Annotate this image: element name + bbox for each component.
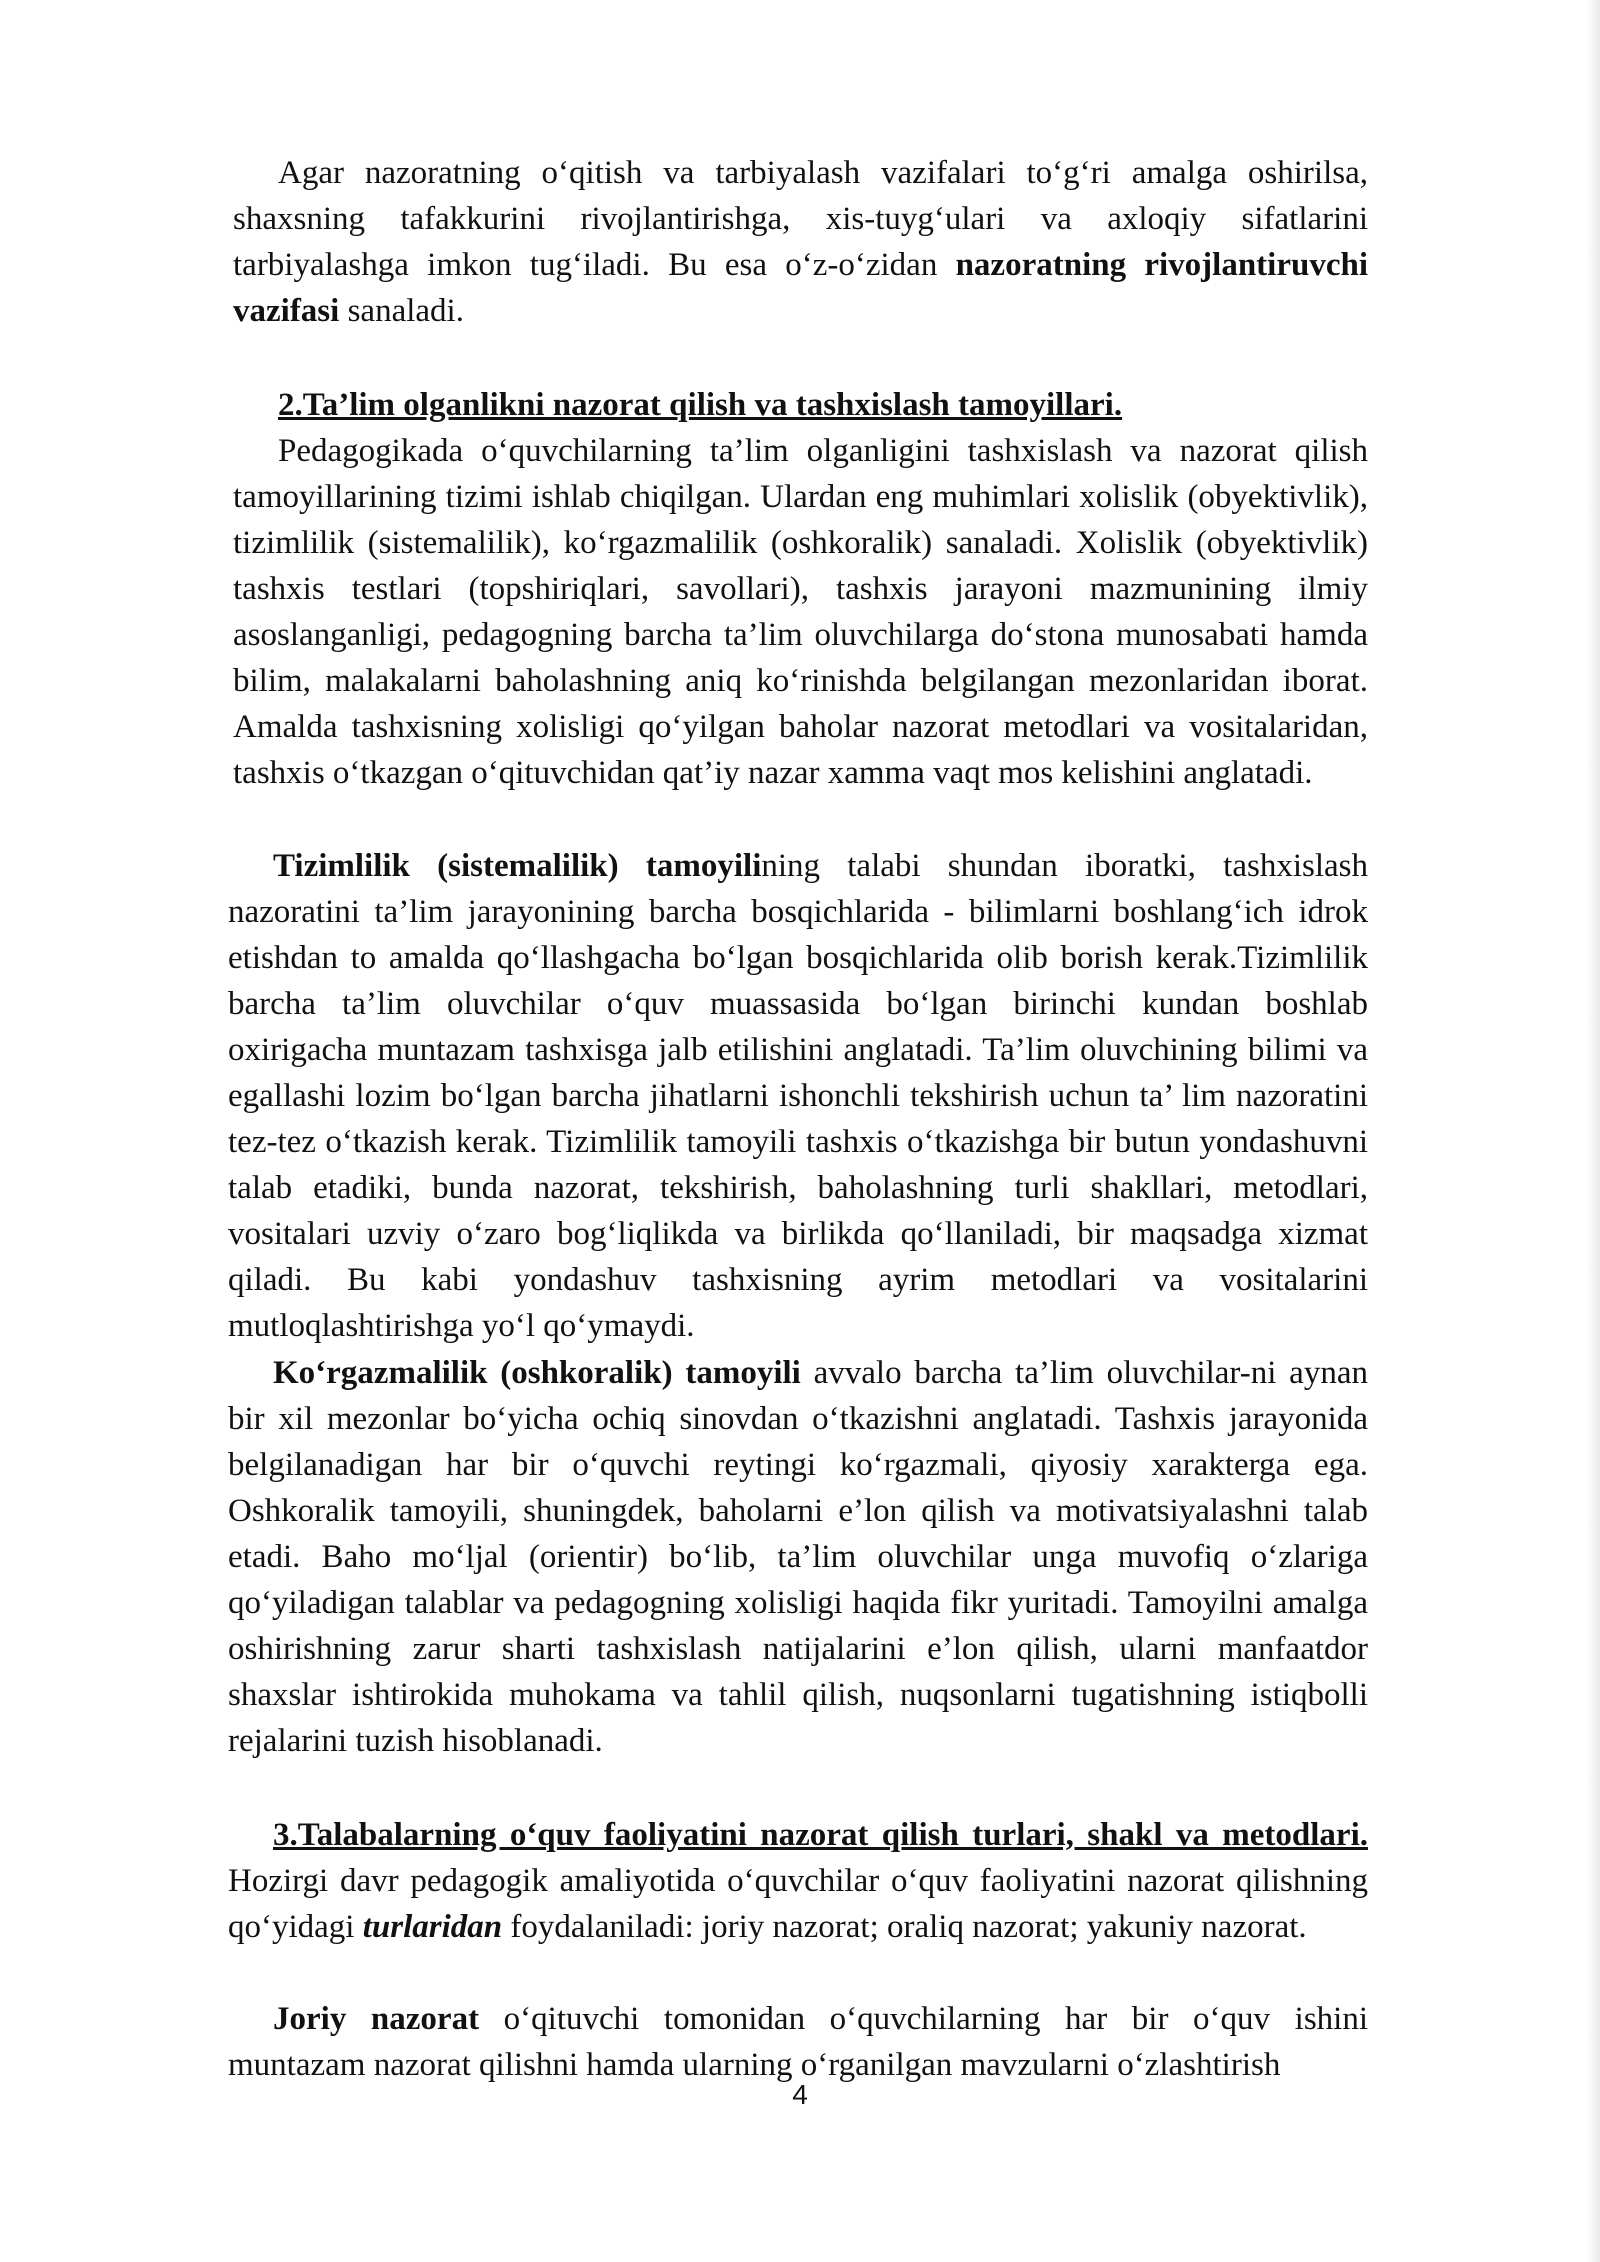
paragraph-text: Hozirgi davr pedagogik amaliyotida o‘quvchilar o‘quv faoliyatini nazorat qilishning qo‘yidagi bbox=[228, 1863, 1368, 1945]
bold-term: Tizimlilik (sistemalilik) tamoyili bbox=[273, 848, 762, 884]
paragraph-text: foydalaniladi: joriy nazorat; oraliq nazorat; yakuniy nazorat. bbox=[502, 1909, 1307, 1945]
page-edge-shadow bbox=[1586, 0, 1600, 2262]
paragraph-control-types bbox=[228, 1812, 1368, 1950]
paragraph-text: ning talabi shundan iboratki, tashxislash nazoratini ta’lim jarayonining barcha bosqichlarida - bilimlarni boshlang‘ich idrok etishdan to amalda qo‘llashgacha bo‘lgan bosqichlarida olib borish kerak.Tizimlilik barcha ta’lim oluvchilar o‘quv muassasida bo‘lgan birinchi kundan boshlab oxirigacha muntazam tashxisga jalb etilishini anglatadi. Ta’lim oluvchining bilimi va egallashi lozim bo‘lgan barcha jihatlarni ishonchli tekshirish uchun ta’ lim nazoratini tez-tez o‘tkazish kerak. Tizimlilik tamoyili tashxis o‘tkazishga bir butun yondashuvni talab etadiki, bunda nazorat, tekshirish, baholashning turli shakllari, metodlari, vositalari uzviy o‘zaro bog‘liqlikda va birlikda qo‘llaniladi, bir maqsadga xizmat qiladi. Bu kabi yondashuv tashxisning ayrim metodlari va vositalarini mutloqlashtirishga yo‘l qo‘ymaydi. bbox=[228, 848, 1368, 1344]
paragraph-visibility-principle bbox=[228, 1350, 1368, 1764]
paragraph-text: avvalo barcha ta’lim oluvchilar-ni aynan bir xil mezonlar bo‘yicha ochiq sinovdan o‘tkazishni anglatadi. Tashxis jarayonida belgilanadigan har bir o‘quvchi reytingi ko‘rgazmali, qiyosiy xarakterga ega. Oshkoralik tamoyili, shuningdek, baholarni e’lon qilish va motivatsiyalashni talab etadi. Baho mo‘ljal (orientir) bo‘lib, ta’lim oluvchilar unga muvofiq o‘zlariga qo‘yiladigan talablar va pedagogning xolisligi haqida fikr yuritadi. Tamoyilni amalga oshirishning zarur sharti tashxislash natijalarini e’lon qilish, ularni manfaatdor shaxslar ishtirokida muhokama va tahlil qilish, nuqsonlarni tugatishning istiqbolli rejalarini tuzish hisoblanadi. bbox=[228, 1355, 1368, 1759]
section-heading-3: 3.Talabalarning o‘quv faoliyatini nazorat qilish turlari, shakl va metodlari. bbox=[273, 1817, 1368, 1853]
paragraph-text: sanaladi. bbox=[339, 293, 464, 329]
paragraph-systematic-principle bbox=[228, 843, 1368, 1349]
paragraph-principles-intro: Pedagogikada o‘quvchilarning ta’lim olganligini tashxislash va nazorat qilish tamoyillarining tizimi ishlab chiqilgan. Ulardan eng muhimlari xolislik (obyektivlik), tizimlilik (sistemalilik), ko‘rgazmalilik (oshkoralik) sanaladi. Xolislik (obyektivlik) tashxis testlari (topshiriqlari, savollari), tashxis jarayoni mazmunining ilmiy asoslanganligi, pedagogning barcha ta’lim oluvchilarga do‘stona munosabati hamda bilim, malakalarni baholashning aniq ko‘rinishda belgilangan mezonlaridan iborat. Amalda tashxisning xolisligi qo‘yilgan baholar nazorat metodlari va vositalaridan, tashxis o‘tkazgan o‘qituvchidan qat’iy nazar xamma vaqt mos kelishini anglatadi. bbox=[233, 433, 1368, 791]
paragraph-text: o‘qituvchi tomonidan o‘quvchilarning har bir o‘quv ishini muntazam nazorat qilishni hamda ularning o‘rganilgan mavzularni o‘zlashtirish bbox=[228, 2001, 1369, 2083]
section-heading-2: 2.Ta’lim olganlikni nazorat qilish va tashxislash tamoyillari. bbox=[278, 387, 1123, 423]
bold-term: Ko‘rgazmalilik (oshkoralik) tamoyili bbox=[273, 1355, 801, 1391]
paragraph-text: Agar nazoratning o‘qitish va tarbiyalash vazifalari to‘g‘ri amalga oshirilsa, shaxsning tafakkurini rivojlantirishga, xis-tuyg‘ulari va axloqiy sifatlarini tarbiyalashga imkon tug‘iladi. Bu esa o‘z-o‘zidan bbox=[233, 155, 1368, 283]
paragraph-current-control bbox=[228, 1996, 1368, 2088]
bold-italic-term: turlaridan bbox=[362, 1909, 503, 1945]
paragraph-control-functions bbox=[233, 150, 1368, 334]
page-number: 4 bbox=[792, 2079, 808, 2110]
bold-term: nazoratning rivojlantiruvchi vazifasi bbox=[233, 247, 1368, 329]
bold-term: Joriy nazorat bbox=[273, 2001, 480, 2037]
